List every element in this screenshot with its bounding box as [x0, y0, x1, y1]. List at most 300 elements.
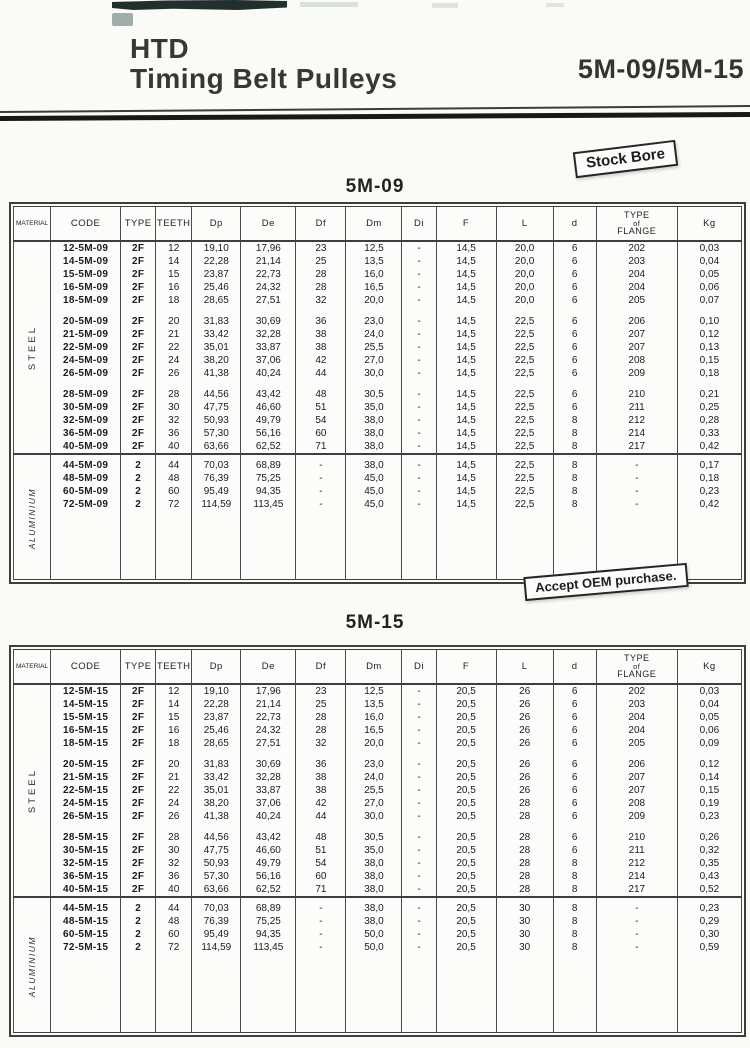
cell-kg: 0,33: [677, 427, 741, 440]
table-row: [14, 737, 742, 750]
table-row: [14, 472, 742, 485]
cell-l: 26: [496, 724, 553, 737]
cell-dm: 38,0: [346, 857, 402, 870]
cell-kg: 0,28: [677, 414, 741, 427]
cell-type: 2F: [121, 698, 156, 711]
cell-de: 46,60: [241, 844, 296, 857]
cell-l: 20,0: [496, 255, 553, 268]
cell-code: 16-5M-09: [51, 281, 121, 294]
cell-f: 14,5: [436, 281, 496, 294]
cell-l: 28: [496, 797, 553, 810]
cell-d: 6: [553, 771, 596, 784]
filler-cell: [677, 511, 741, 579]
cell-type: 2: [121, 941, 156, 954]
cell-code: 44-5M-09: [51, 454, 121, 472]
filler-cell: [51, 954, 121, 1032]
cell-dm: 12,5: [346, 684, 402, 698]
cell-di: -: [402, 844, 436, 857]
cell-dp: 63,66: [192, 440, 241, 454]
cell-code: 32-5M-09: [51, 414, 121, 427]
cell-teeth: 16: [156, 281, 192, 294]
cell-code: 14-5M-09: [51, 255, 121, 268]
cell-df: 25: [296, 255, 346, 268]
filler-cell: [121, 511, 156, 579]
cell-d: 6: [553, 315, 596, 328]
group-spacer-row: [14, 823, 742, 831]
cell-code: 20-5M-15: [51, 758, 121, 771]
cell-dm: 30,0: [346, 367, 402, 380]
spacer-cell: [121, 750, 156, 758]
cell-flange: 208: [596, 797, 677, 810]
cell-de: 33,87: [241, 341, 296, 354]
cell-dp: 63,66: [192, 883, 241, 897]
table-row: [14, 724, 742, 737]
cell-l: 30: [496, 928, 553, 941]
page-title-line2: Timing Belt Pulleys: [130, 62, 398, 94]
cell-l: 26: [496, 784, 553, 797]
cell-teeth: 14: [156, 698, 192, 711]
cell-f: 20,5: [436, 915, 496, 928]
cell-flange: -: [596, 472, 677, 485]
cell-type: 2F: [121, 388, 156, 401]
cell-type: 2F: [121, 401, 156, 414]
cell-flange: -: [596, 928, 677, 941]
col-header-teeth: TEETH: [156, 650, 192, 685]
cell-dm: 38,0: [346, 427, 402, 440]
spacer-cell: [402, 380, 436, 388]
cell-teeth: 24: [156, 797, 192, 810]
cell-df: 44: [296, 367, 346, 380]
cell-type: 2: [121, 472, 156, 485]
cell-kg: 0,14: [677, 771, 741, 784]
col-header-di: Di: [402, 207, 436, 242]
filler-cell: [296, 954, 346, 1032]
table-row: [14, 784, 742, 797]
cell-l: 20,0: [496, 241, 553, 255]
cell-code: 16-5M-15: [51, 724, 121, 737]
cell-de: 24,32: [241, 724, 296, 737]
cell-d: 8: [553, 454, 596, 472]
cell-type: 2F: [121, 241, 156, 255]
cell-type: 2F: [121, 684, 156, 698]
cell-dm: 16,5: [346, 724, 402, 737]
cell-dp: 95,49: [192, 485, 241, 498]
table-row: [14, 427, 742, 440]
table-row: [14, 870, 742, 883]
cell-kg: 0,42: [677, 440, 741, 454]
cell-d: 6: [553, 281, 596, 294]
cell-df: 42: [296, 797, 346, 810]
cell-de: 33,87: [241, 784, 296, 797]
spacer-cell: [436, 380, 496, 388]
table-row: [14, 883, 742, 897]
col-header-code: CODE: [51, 650, 121, 685]
cell-f: 14,5: [436, 472, 496, 485]
cell-code: 26-5M-09: [51, 367, 121, 380]
table-row: [14, 367, 742, 380]
cell-dm: 24,0: [346, 771, 402, 784]
cell-dm: 23,0: [346, 315, 402, 328]
pulley-table-5m-09: [9, 202, 746, 584]
cell-dp: 19,10: [192, 241, 241, 255]
cell-kg: 0,05: [677, 268, 741, 281]
cell-d: 8: [553, 498, 596, 511]
filler-cell: [156, 511, 192, 579]
cell-kg: 0,03: [677, 241, 741, 255]
cell-teeth: 30: [156, 401, 192, 414]
cell-l: 22,5: [496, 427, 553, 440]
cell-type: 2F: [121, 883, 156, 897]
cell-kg: 0,43: [677, 870, 741, 883]
cell-type: 2F: [121, 367, 156, 380]
cell-flange: -: [596, 498, 677, 511]
cell-de: 24,32: [241, 281, 296, 294]
cell-de: 32,28: [241, 328, 296, 341]
cell-dp: 44,56: [192, 831, 241, 844]
cell-teeth: 60: [156, 928, 192, 941]
cell-code: 72-5M-09: [51, 498, 121, 511]
cell-kg: 0,06: [677, 724, 741, 737]
spacer-cell: [677, 307, 741, 315]
table-row: [14, 401, 742, 414]
cell-f: 20,5: [436, 870, 496, 883]
cell-l: 22,5: [496, 341, 553, 354]
spacer-cell: [346, 380, 402, 388]
cell-type: 2F: [121, 771, 156, 784]
cell-kg: 0,17: [677, 454, 741, 472]
cell-dm: 45,0: [346, 472, 402, 485]
cell-flange: 210: [596, 388, 677, 401]
cell-code: 30-5M-15: [51, 844, 121, 857]
table-row: [14, 255, 742, 268]
cell-d: 6: [553, 684, 596, 698]
cell-f: 20,5: [436, 810, 496, 823]
filler-cell: [241, 954, 296, 1032]
cell-dm: 12,5: [346, 241, 402, 255]
table-row: [14, 315, 742, 328]
cell-type: 2F: [121, 255, 156, 268]
cell-dm: 16,0: [346, 268, 402, 281]
cell-dp: 47,75: [192, 844, 241, 857]
cell-type: 2F: [121, 440, 156, 454]
cell-df: -: [296, 485, 346, 498]
material-cell: [14, 241, 51, 454]
cell-kg: 0,15: [677, 354, 741, 367]
cell-type: 2F: [121, 737, 156, 750]
cell-dp: 70,03: [192, 454, 241, 472]
cell-dp: 38,20: [192, 797, 241, 810]
cell-flange: 205: [596, 294, 677, 307]
cell-teeth: 26: [156, 367, 192, 380]
cell-type: 2: [121, 485, 156, 498]
cell-type: 2F: [121, 758, 156, 771]
cell-flange: 207: [596, 328, 677, 341]
page-series-code: 5M-09/5M-15: [577, 54, 744, 84]
col-header-material: MATERIAL: [14, 650, 51, 685]
cell-kg: 0,29: [677, 915, 741, 928]
cell-dm: 38,0: [346, 454, 402, 472]
cell-code: 12-5M-15: [51, 684, 121, 698]
cell-d: 6: [553, 268, 596, 281]
cell-dp: 95,49: [192, 928, 241, 941]
spacer-cell: [553, 307, 596, 315]
col-header-flange-line: of: [633, 662, 641, 671]
cell-l: 30: [496, 941, 553, 954]
col-header-flange: [596, 650, 677, 685]
cell-code: 30-5M-09: [51, 401, 121, 414]
cell-flange: 211: [596, 401, 677, 414]
cell-kg: 0,59: [677, 941, 741, 954]
cell-type: 2F: [121, 797, 156, 810]
cell-di: -: [402, 724, 436, 737]
cell-d: 8: [553, 857, 596, 870]
col-header-dm: Dm: [346, 207, 402, 242]
cell-dm: 23,0: [346, 758, 402, 771]
cell-dm: 30,0: [346, 810, 402, 823]
cell-type: 2F: [121, 870, 156, 883]
cell-df: -: [296, 897, 346, 915]
cell-teeth: 40: [156, 440, 192, 454]
spacer-cell: [51, 750, 121, 758]
cell-di: -: [402, 771, 436, 784]
cell-dp: 35,01: [192, 341, 241, 354]
col-header-d: d: [553, 207, 596, 242]
cell-kg: 0,25: [677, 401, 741, 414]
cell-teeth: 48: [156, 915, 192, 928]
cell-di: -: [402, 440, 436, 454]
cell-de: 37,06: [241, 797, 296, 810]
cell-f: 20,5: [436, 941, 496, 954]
cell-dp: 76,39: [192, 472, 241, 485]
cell-d: 8: [553, 915, 596, 928]
spacer-cell: [346, 823, 402, 831]
cell-de: 46,60: [241, 401, 296, 414]
table-body: [14, 684, 742, 1032]
cell-l: 26: [496, 698, 553, 711]
cell-teeth: 40: [156, 883, 192, 897]
cell-type: 2: [121, 915, 156, 928]
col-header-l: L: [496, 650, 553, 685]
cell-teeth: 60: [156, 485, 192, 498]
cell-dp: 25,46: [192, 281, 241, 294]
cell-dm: 16,5: [346, 281, 402, 294]
cell-flange: 204: [596, 724, 677, 737]
cell-d: 8: [553, 472, 596, 485]
cell-flange: -: [596, 941, 677, 954]
cell-teeth: 15: [156, 711, 192, 724]
cell-dp: 25,46: [192, 724, 241, 737]
spacer-cell: [51, 380, 121, 388]
spacer-cell: [346, 307, 402, 315]
cell-type: 2F: [121, 724, 156, 737]
cell-flange: 203: [596, 698, 677, 711]
spacer-cell: [121, 307, 156, 315]
cell-kg: 0,12: [677, 328, 741, 341]
cell-di: -: [402, 401, 436, 414]
spacer-cell: [296, 750, 346, 758]
table-row: [14, 897, 742, 915]
cell-kg: 0,32: [677, 844, 741, 857]
cell-teeth: 36: [156, 870, 192, 883]
spacer-cell: [596, 307, 677, 315]
cell-de: 62,52: [241, 440, 296, 454]
table-row: [14, 771, 742, 784]
cell-teeth: 12: [156, 241, 192, 255]
cell-code: 21-5M-15: [51, 771, 121, 784]
cell-di: -: [402, 414, 436, 427]
cell-di: -: [402, 341, 436, 354]
cell-code: 15-5M-15: [51, 711, 121, 724]
cell-type: 2F: [121, 414, 156, 427]
cell-df: 54: [296, 414, 346, 427]
table-row: [14, 831, 742, 844]
cell-f: 20,5: [436, 737, 496, 750]
cell-f: 20,5: [436, 844, 496, 857]
cell-dm: 38,0: [346, 414, 402, 427]
cell-de: 37,06: [241, 354, 296, 367]
cell-teeth: 72: [156, 498, 192, 511]
table-row: [14, 684, 742, 698]
cell-kg: 0,03: [677, 684, 741, 698]
table-row: [14, 294, 742, 307]
col-header-f: F: [436, 650, 496, 685]
cell-kg: 0,30: [677, 928, 741, 941]
col-header-dp: Dp: [192, 207, 241, 242]
cell-di: -: [402, 281, 436, 294]
cell-df: -: [296, 454, 346, 472]
cell-df: 32: [296, 294, 346, 307]
cell-dm: 25,5: [346, 784, 402, 797]
spacer-cell: [156, 307, 192, 315]
cell-l: 22,5: [496, 354, 553, 367]
cell-dm: 30,5: [346, 831, 402, 844]
cell-dp: 22,28: [192, 698, 241, 711]
table-row: [14, 915, 742, 928]
cell-de: 32,28: [241, 771, 296, 784]
cell-d: 6: [553, 341, 596, 354]
stock-bore-badge: Stock Bore: [573, 140, 679, 178]
cell-code: 18-5M-09: [51, 294, 121, 307]
cell-kg: 0,15: [677, 784, 741, 797]
cell-code: 15-5M-09: [51, 268, 121, 281]
cell-f: 14,5: [436, 255, 496, 268]
cell-de: 56,16: [241, 870, 296, 883]
col-header-code: CODE: [51, 207, 121, 242]
cell-dp: 19,10: [192, 684, 241, 698]
material-label: ALUMINIUM: [26, 488, 37, 550]
cell-code: 48-5M-15: [51, 915, 121, 928]
cell-teeth: 24: [156, 354, 192, 367]
cell-kg: 0,26: [677, 831, 741, 844]
cell-df: 48: [296, 388, 346, 401]
cell-l: 28: [496, 810, 553, 823]
cell-flange: 211: [596, 844, 677, 857]
cell-di: -: [402, 698, 436, 711]
cell-type: 2F: [121, 341, 156, 354]
cell-di: -: [402, 427, 436, 440]
cell-dp: 50,93: [192, 414, 241, 427]
col-header-kg: Kg: [677, 650, 741, 685]
cell-d: 8: [553, 897, 596, 915]
material-label: STEEL: [26, 767, 38, 814]
spacer-cell: [496, 380, 553, 388]
cell-l: 22,5: [496, 472, 553, 485]
cell-code: 72-5M-15: [51, 941, 121, 954]
cell-type: 2F: [121, 328, 156, 341]
cell-l: 22,5: [496, 485, 553, 498]
cell-de: 94,35: [241, 928, 296, 941]
cell-f: 14,5: [436, 485, 496, 498]
cell-di: -: [402, 315, 436, 328]
cell-f: 14,5: [436, 341, 496, 354]
cell-f: 20,5: [436, 883, 496, 897]
cell-dm: 38,0: [346, 440, 402, 454]
cell-code: 20-5M-09: [51, 315, 121, 328]
cell-df: -: [296, 498, 346, 511]
filler-cell: [496, 954, 553, 1032]
cell-de: 75,25: [241, 915, 296, 928]
cell-f: 20,5: [436, 831, 496, 844]
spacer-cell: [677, 750, 741, 758]
col-header-type: TYPE: [121, 650, 156, 685]
filler-cell: [553, 954, 596, 1032]
cell-flange: -: [596, 897, 677, 915]
cell-teeth: 22: [156, 784, 192, 797]
spacer-cell: [296, 823, 346, 831]
table-head: [14, 207, 742, 242]
cell-de: 68,89: [241, 454, 296, 472]
cell-kg: 0,18: [677, 367, 741, 380]
cell-l: 22,5: [496, 401, 553, 414]
cell-type: 2F: [121, 294, 156, 307]
material-label: STEEL: [26, 324, 38, 371]
table-row: [14, 857, 742, 870]
spacer-cell: [596, 750, 677, 758]
cell-df: 36: [296, 315, 346, 328]
cell-df: 32: [296, 737, 346, 750]
table-row: [14, 698, 742, 711]
cell-code: 28-5M-09: [51, 388, 121, 401]
cell-de: 75,25: [241, 472, 296, 485]
cell-de: 40,24: [241, 367, 296, 380]
cell-flange: 217: [596, 883, 677, 897]
cell-teeth: 36: [156, 427, 192, 440]
cell-flange: 202: [596, 684, 677, 698]
cell-kg: 0,10: [677, 315, 741, 328]
header-row: [14, 207, 742, 242]
cell-code: 60-5M-15: [51, 928, 121, 941]
cell-flange: 209: [596, 367, 677, 380]
cell-l: 20,0: [496, 294, 553, 307]
cell-d: 6: [553, 797, 596, 810]
cell-kg: 0,13: [677, 341, 741, 354]
cell-flange: 203: [596, 255, 677, 268]
cell-teeth: 15: [156, 268, 192, 281]
cell-l: 22,5: [496, 315, 553, 328]
cell-dp: 23,87: [192, 268, 241, 281]
cell-df: -: [296, 941, 346, 954]
cell-de: 56,16: [241, 427, 296, 440]
cell-l: 28: [496, 831, 553, 844]
cell-d: 6: [553, 698, 596, 711]
cell-teeth: 21: [156, 771, 192, 784]
cell-code: 40-5M-09: [51, 440, 121, 454]
spacer-cell: [436, 750, 496, 758]
cell-de: 27,51: [241, 294, 296, 307]
cell-flange: 212: [596, 857, 677, 870]
cell-d: 8: [553, 941, 596, 954]
cell-dm: 45,0: [346, 485, 402, 498]
